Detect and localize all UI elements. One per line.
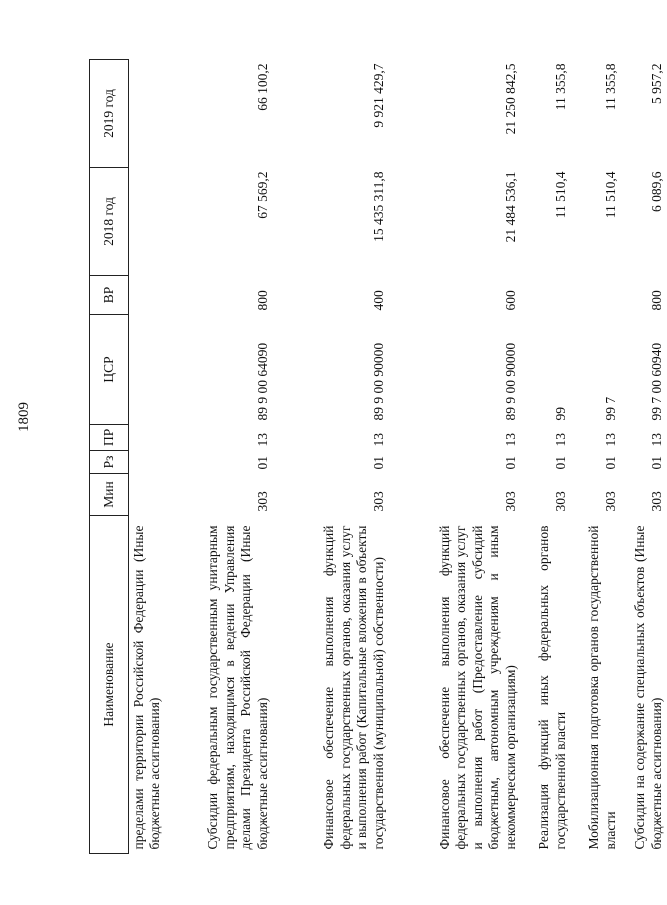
row-pr	[129, 425, 174, 451]
row-vr	[521, 276, 571, 315]
row-rz: 01	[370, 456, 386, 470]
row-rz: 01	[552, 456, 568, 470]
row-pr: 13	[552, 433, 568, 447]
row-name: Финансовое обеспечение выполнения функций федеральных государственных органов, оказания услуг и выполнения работ (Капитальные вложения в объекты государственной (муниципальной) собственности)	[321, 525, 386, 850]
header-name: Наименование	[90, 516, 129, 854]
row-min: 303	[648, 491, 664, 512]
row-csr: 89 9 00 64090	[254, 342, 270, 421]
budget-table	[89, 59, 667, 854]
page-number: 1809	[16, 402, 32, 432]
row-vr: 800	[648, 290, 664, 311]
row-pr: 13	[370, 433, 386, 447]
row-min: 303	[602, 491, 618, 512]
table-row	[521, 60, 571, 854]
row-vr: 800	[254, 290, 270, 311]
row-name: Реализация функций иных федеральных органов государственной власти	[536, 525, 568, 850]
header-rz: Рз	[90, 451, 129, 474]
row-vr: 400	[370, 290, 386, 311]
row-rz: 01	[648, 456, 664, 470]
row-rz	[129, 451, 174, 474]
header-min: Мин	[90, 474, 129, 516]
table-row	[173, 60, 273, 854]
row-rz: 01	[254, 456, 270, 470]
row-2019: 11 355,8	[552, 63, 568, 111]
header-pr: ПР	[90, 425, 129, 451]
row-rz: 01	[502, 456, 518, 470]
row-vr: 600	[502, 290, 518, 311]
row-2018: 15 435 311,8	[370, 171, 386, 242]
header-vr: ВР	[90, 276, 129, 315]
table-row	[389, 60, 521, 854]
header-csr: ЦСР	[90, 315, 129, 425]
table-row	[129, 60, 174, 854]
row-csr: 99	[552, 407, 568, 421]
row-name: Финансовое обеспечение выполнения функций федеральных государственных органов, оказания услуг и выполнения работ (Предоставление субсидий бюджетным, автономным учреждениям и иным некоммерческим организациям)	[436, 525, 518, 850]
row-csr: 89 9 00 90000	[502, 342, 518, 421]
row-csr: 99 7 00 60940	[648, 342, 664, 421]
row-name: Субсидии федеральным государственным унитарным предприятиям, находящимся в ведении Управления делами Президента Российской Федерации (Иные бюджетные ассигнования)	[205, 525, 270, 850]
row-2019	[129, 60, 174, 168]
row-2018: 67 569,2	[254, 171, 270, 219]
rotated-table-container	[89, 60, 664, 854]
row-2019: 11 355,8	[602, 63, 618, 111]
row-csr: 99 7	[602, 396, 618, 421]
row-2018: 6 089,6	[648, 171, 664, 212]
row-2019: 9 921 429,7	[370, 63, 386, 128]
table-row	[571, 60, 621, 854]
row-min: 303	[254, 491, 270, 512]
row-csr	[129, 315, 174, 425]
row-pr: 13	[254, 433, 270, 447]
row-min: 303	[370, 491, 386, 512]
row-vr	[129, 276, 174, 315]
row-csr: 89 9 00 90000	[370, 342, 386, 421]
row-min	[129, 474, 174, 516]
row-pr: 13	[602, 433, 618, 447]
table-row	[273, 60, 389, 854]
table-header-row	[90, 60, 129, 854]
row-name: пределами территории Российской Федерации (Иные бюджетные ассигнования)	[131, 525, 163, 850]
row-rz: 01	[602, 456, 618, 470]
row-2019: 66 100,2	[254, 63, 270, 111]
row-min: 303	[552, 491, 568, 512]
row-pr: 13	[502, 433, 518, 447]
row-2019: 21 250 842,5	[502, 63, 518, 135]
row-pr: 13	[648, 433, 664, 447]
row-name: Мобилизационная подготовка органов государственной власти	[586, 525, 618, 850]
row-vr	[571, 276, 621, 315]
header-2018: 2018 год	[90, 168, 129, 276]
row-2018: 21 484 536,1	[502, 171, 518, 243]
row-min: 303	[502, 491, 518, 512]
row-2018: 11 510,4	[552, 171, 568, 219]
header-2019: 2019 год	[90, 60, 129, 168]
row-2019: 5 957,2	[648, 63, 664, 104]
row-2018	[129, 168, 174, 276]
table-row	[621, 60, 667, 854]
row-2018: 11 510,4	[602, 171, 618, 219]
row-name: Субсидии на содержание специальных объектов (Иные бюджетные ассигнования)	[632, 525, 664, 850]
